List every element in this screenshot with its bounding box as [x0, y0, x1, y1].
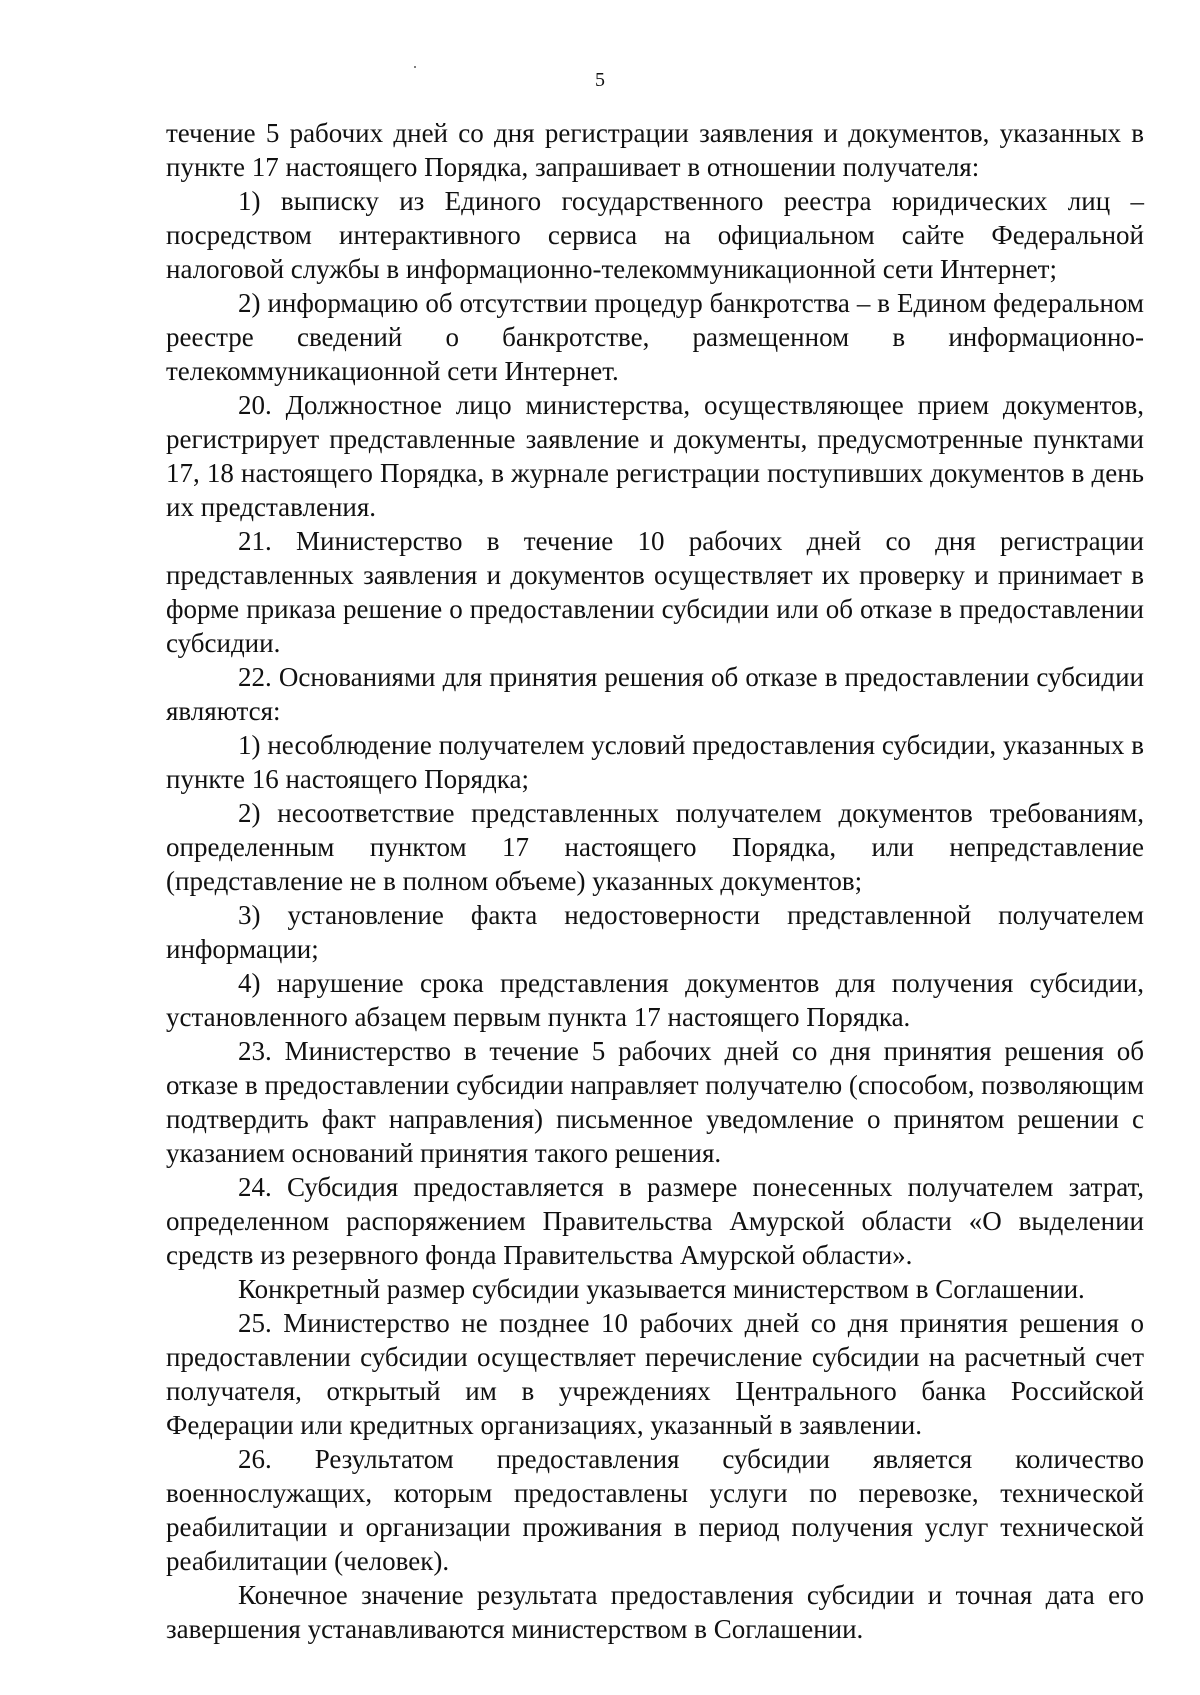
paragraph-clause-25: 25. Министерство не позднее 10 рабочих дней со дня принятия решения о предоставлении субсидии осуществляет перечисление субсидии на расчетный счет получателя, открытый им в учреждениях Центрального банка Российской Федерации или кредитных организациях, указанный в заявлении.	[166, 1308, 1144, 1440]
paragraph-clause-22-item-3: 3) установление факта недостоверности представленной получателем информации;	[166, 900, 1144, 964]
paragraph-clause-23: 23. Министерство в течение 5 рабочих дней со дня принятия решения об отказе в предоставлении субсидии направляет получателю (способом, позволяющим подтвердить факт направления) письменное уведомление о принятом решении с указанием оснований принятия такого решения.	[166, 1036, 1144, 1168]
paragraph-continuation: течение 5 рабочих дней со дня регистрации заявления и документов, указанных в пункте 17 настоящего Порядка, запрашивает в отношении получателя:	[166, 118, 1144, 182]
paragraph-clause-22-item-1: 1) несоблюдение получателем условий предоставления субсидии, указанных в пункте 16 настоящего Порядка;	[166, 730, 1144, 794]
paragraph-clause-22-item-2: 2) несоответствие представленных получателем документов требованиям, определенным пунктом 17 настоящего Порядка, или непредставление (представление не в полном объеме) указанных документов;	[166, 798, 1144, 896]
paragraph-clause-20: 20. Должностное лицо министерства, осуществляющее прием документов, регистрирует представленные заявление и документы, предусмотренные пунктами 17, 18 настоящего Порядка, в журнале регистрации поступивших документов в день их представления.	[166, 390, 1144, 522]
paragraph-clause-26-result: Конечное значение результата предоставления субсидии и точная дата его завершения устанавливаются министерством в Соглашении.	[166, 1580, 1144, 1644]
paragraph-clause-22: 22. Основаниями для принятия решения об отказе в предоставлении субсидии являются:	[166, 662, 1144, 726]
paragraph-clause-26: 26. Результатом предоставления субсидии является количество военнослужащих, которым предоставлены услуги по перевозке, технической реабилитации и организации проживания в период получения услуг технической реабилитации (человек).	[166, 1444, 1144, 1576]
paragraph-clause-24: 24. Субсидия предоставляется в размере понесенных получателем затрат, определенном распоряжением Правительства Амурской области «О выделении средств из резервного фонда Правительства Амурской области».	[166, 1172, 1144, 1270]
paragraph-clause-22-item-4: 4) нарушение срока представления документов для получения субсидии, установленного абзацем первым пункта 17 настоящего Порядка.	[166, 968, 1144, 1032]
paragraph-clause-21: 21. Министерство в течение 10 рабочих дней со дня регистрации представленных заявления и документов осуществляет их проверку и принимает в форме приказа решение о предоставлении субсидии или об отказе в предоставлении субсидии.	[166, 526, 1144, 658]
paragraph-item-1-egrul: 1) выписку из Единого государственного реестра юридических лиц – посредством интерактивного сервиса на официальном сайте Федеральной налоговой службы в информационно-телекоммуникационной сети Интернет;	[166, 186, 1144, 284]
paragraph-item-2-bankruptcy: 2) информацию об отсутствии процедур банкротства – в Едином федеральном реестре сведений о банкротстве, размещенном в информационно-телекоммуникационной сети Интернет.	[166, 288, 1144, 386]
paragraph-clause-24-size: Конкретный размер субсидии указывается министерством в Соглашении.	[238, 1274, 1085, 1304]
document-body	[166, 116, 1144, 1646]
page-number: 5	[595, 69, 605, 91]
